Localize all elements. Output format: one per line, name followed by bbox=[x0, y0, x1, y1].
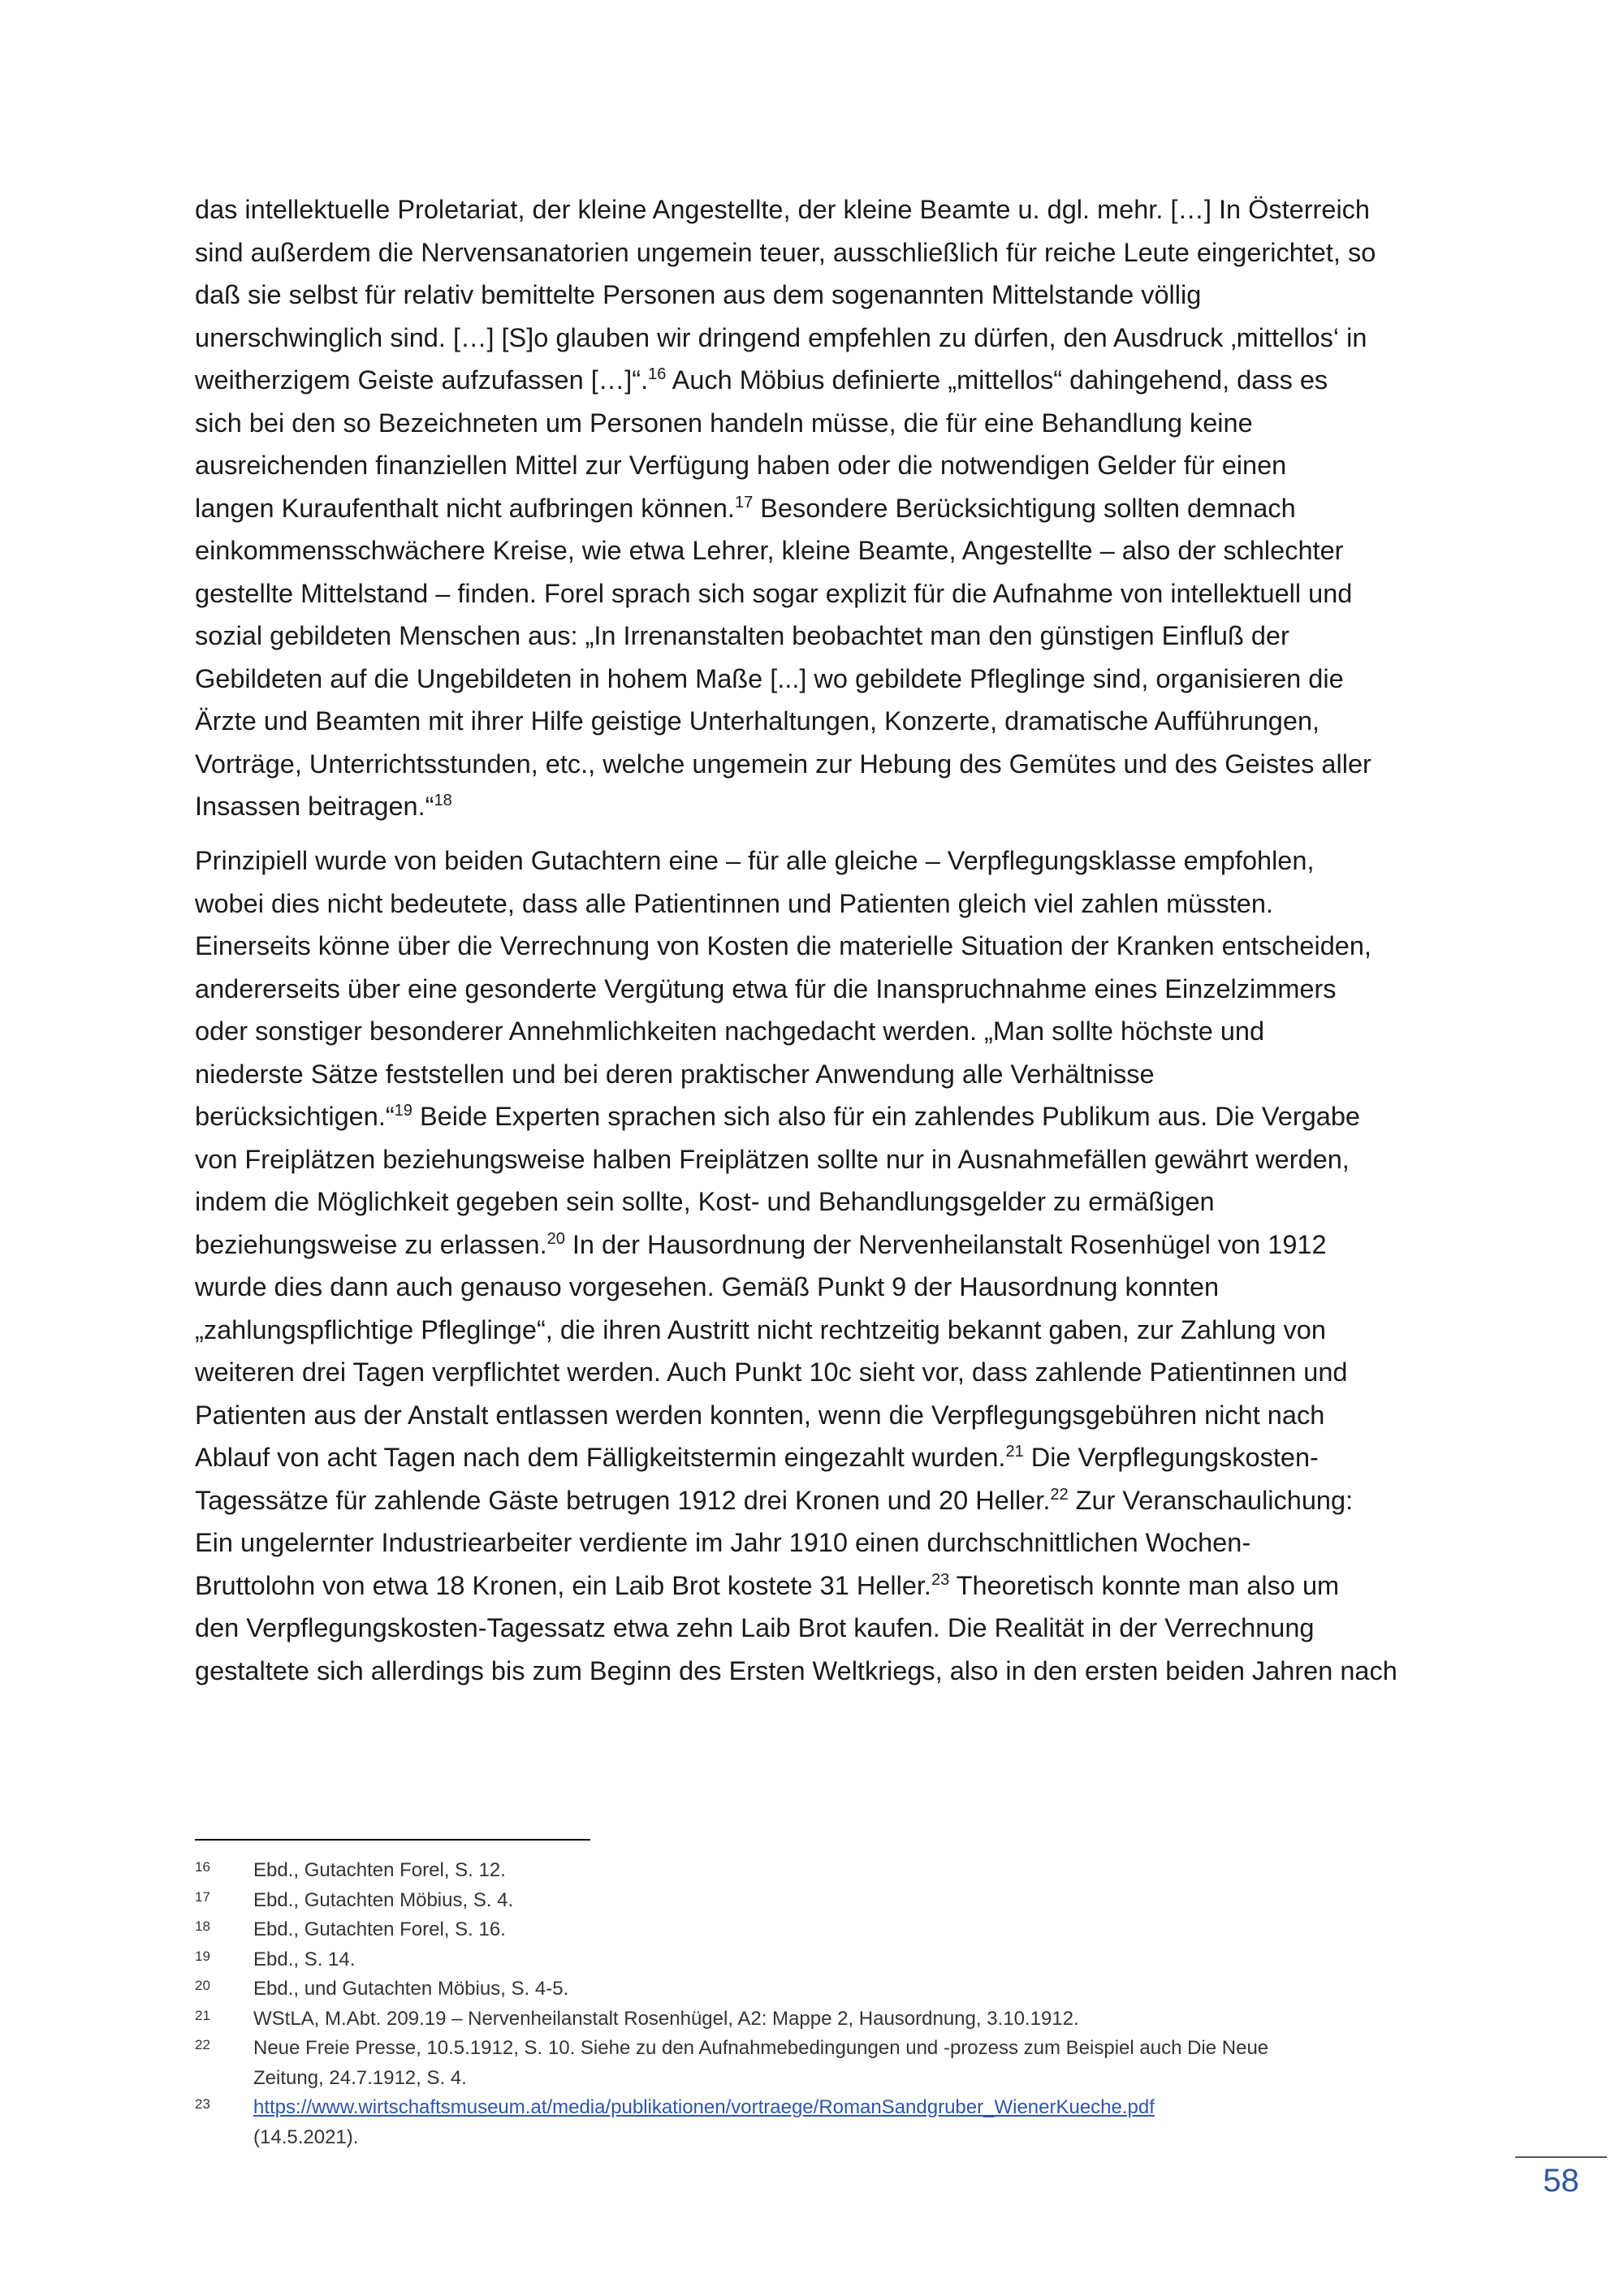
footnote-reference: 17 bbox=[734, 493, 754, 511]
footnote-line: Ebd., S. 14. bbox=[253, 1948, 356, 1970]
footnote-number: 18 bbox=[195, 1918, 210, 1934]
footnote-reference: 18 bbox=[434, 792, 452, 810]
text-run: den Verpflegungskosten-Tagessatz etwa zehn Laib Brot kaufen. Die Realität in der Verrechnung bbox=[195, 1613, 1315, 1642]
footnote-line: Ebd., Gutachten Forel, S. 16. bbox=[253, 1918, 506, 1940]
footnote-22 bbox=[195, 2034, 1445, 2093]
footnote-number: 16 bbox=[195, 1859, 210, 1875]
text-line bbox=[195, 925, 1445, 968]
footnote-number: 23 bbox=[195, 2096, 210, 2112]
footnote-separator bbox=[195, 1839, 590, 1841]
footnote-number: 20 bbox=[195, 1978, 210, 1993]
footnote-reference: 22 bbox=[1050, 1485, 1069, 1504]
footnote-text bbox=[253, 1945, 1445, 1975]
text-run: gestaltete sich allerdings bis zum Beginn des Ersten Weltkriegs, also in den ersten beiden Jahren nach bbox=[195, 1655, 1397, 1685]
text-line bbox=[195, 1394, 1445, 1437]
text-line bbox=[195, 1095, 1445, 1138]
text-line bbox=[195, 317, 1445, 360]
text-line bbox=[195, 839, 1445, 883]
text-run: andererseits über eine gesonderte Vergütung etwa für die Inanspruchnahme eines Einzelzimmers bbox=[195, 973, 1337, 1003]
footnote-number: 17 bbox=[195, 1888, 210, 1905]
footnote-text bbox=[253, 1915, 1445, 1945]
text-line bbox=[195, 1180, 1445, 1224]
text-run: In der Hausordnung der Nervenheilanstalt Rosenhügel von 1912 bbox=[564, 1229, 1327, 1259]
text-line bbox=[195, 658, 1445, 701]
text-run: daß sie selbst für relativ bemittelte Personen aus dem sogenannten Mittelstande völlig bbox=[195, 280, 1202, 309]
text-line bbox=[195, 274, 1445, 317]
text-line bbox=[195, 1138, 1445, 1181]
text-run: das intellektuelle Proletariat, der kleine Angestellte, der kleine Beamte u. dgl. mehr. […] In Österreich bbox=[195, 195, 1370, 224]
footnote-number: 19 bbox=[195, 1948, 210, 1964]
footnote-23 bbox=[195, 2093, 1445, 2152]
text-run: Bruttolohn von etwa 18 Kronen, ein Laib Brot kostete 31 Heller. bbox=[195, 1570, 931, 1600]
body-paragraph-2 bbox=[195, 839, 1445, 1692]
text-run: beziehungsweise zu erlassen. bbox=[195, 1229, 547, 1259]
footnote-line: Ebd., Gutachten Forel, S. 12. bbox=[253, 1859, 506, 1881]
footnote-text bbox=[253, 2034, 1445, 2093]
text-run: Vorträge, Unterrichtsstunden, etc., welche ungemein zur Hebung des Gemütes und des Geistes aller bbox=[195, 749, 1371, 779]
text-run: einkommensschwächere Kreise, wie etwa Lehrer, kleine Beamte, Angestellte – also der schlechter bbox=[195, 536, 1344, 565]
text-line bbox=[195, 1309, 1445, 1352]
text-run: Ärzte und Beamten mit ihrer Hilfe geistige Unterhaltungen, Konzerte, dramatische Aufführungen, bbox=[195, 706, 1320, 736]
text-run: langen Kuraufenthalt nicht aufbringen können. bbox=[195, 493, 735, 523]
text-run: von Freiplätzen beziehungsweise halben Freiplätzen sollte nur in Ausnahmefällen gewährt werden, bbox=[195, 1144, 1350, 1174]
text-run: sind außerdem die Nervensanatorien ungemein teuer, ausschließlich für reiche Leute eingerichtet, so bbox=[195, 237, 1376, 267]
text-run: Patienten aus der Anstalt entlassen werden konnten, wenn die Verpflegungsgebühren nicht nach bbox=[195, 1400, 1325, 1430]
footnote-text bbox=[253, 2093, 1445, 2152]
footnote-number: 21 bbox=[195, 2007, 210, 2023]
text-line bbox=[195, 1053, 1445, 1096]
text-run: weitherzigem Geiste aufzufassen […]“. bbox=[195, 365, 649, 395]
footnote-line: Ebd., und Gutachten Möbius, S. 4-5. bbox=[253, 1978, 569, 2000]
text-line bbox=[195, 1266, 1445, 1309]
text-line bbox=[195, 1224, 1445, 1267]
text-run: indem die Möglichkeit gegeben sein sollte, Kost- und Behandlungsgelder zu ermäßigen bbox=[195, 1187, 1215, 1216]
footnote-reference: 16 bbox=[648, 365, 667, 384]
footnotes bbox=[195, 1856, 1445, 2152]
text-line bbox=[195, 1607, 1445, 1650]
text-line bbox=[195, 1564, 1445, 1608]
text-line bbox=[195, 743, 1445, 786]
text-line bbox=[195, 1436, 1445, 1479]
text-run: Besondere Berücksichtigung sollten demnach bbox=[753, 493, 1296, 523]
footnote-reference: 23 bbox=[931, 1570, 950, 1589]
text-line bbox=[195, 444, 1445, 487]
footnote-line: Zeitung, 24.7.1912, S. 4. bbox=[253, 2066, 467, 2089]
text-line bbox=[195, 188, 1445, 231]
text-run: Einerseits könne über die Verrechnung von Kosten die materielle Situation der Kranken entscheiden, bbox=[195, 931, 1371, 960]
page-number-rule bbox=[1515, 2156, 1607, 2158]
footnote-20 bbox=[195, 1974, 1445, 2005]
text-run: gestellte Mittelstand – finden. Forel sprach sich sogar explizit für die Aufnahme von intellektuell und bbox=[195, 578, 1353, 608]
text-run: sich bei den so Bezeichneten um Personen handeln müsse, die für eine Behandlung keine bbox=[195, 408, 1253, 438]
footnote-line: (14.5.2021). bbox=[253, 2126, 359, 2148]
text-line bbox=[195, 1479, 1445, 1522]
text-line bbox=[195, 700, 1445, 743]
text-line bbox=[195, 883, 1445, 926]
text-line bbox=[195, 1351, 1445, 1394]
footnote-17 bbox=[195, 1886, 1445, 1916]
text-run: Ablauf von acht Tagen nach dem Fälligkeitstermin eingezahlt wurden. bbox=[195, 1443, 1006, 1472]
text-line bbox=[195, 402, 1445, 445]
text-run: weiteren drei Tagen verpflichtet werden. Auch Punkt 10c sieht vor, dass zahlende Patientinnen und bbox=[195, 1357, 1348, 1387]
text-line bbox=[195, 231, 1445, 274]
text-run: Zur Veranschaulichung: bbox=[1068, 1485, 1354, 1515]
text-line bbox=[195, 1650, 1445, 1693]
footnote-reference: 21 bbox=[1005, 1443, 1024, 1461]
text-run: Tagessätze für zahlende Gäste betrugen 1912 drei Kronen und 20 Heller. bbox=[195, 1485, 1051, 1515]
footnote-18 bbox=[195, 1915, 1445, 1945]
text-line bbox=[195, 615, 1445, 658]
text-run: Auch Möbius definierte „mittellos“ dahingehend, dass es bbox=[666, 365, 1328, 395]
footnote-text bbox=[253, 1886, 1445, 1916]
text-run: Theoretisch konnte man also um bbox=[949, 1570, 1340, 1600]
text-line bbox=[195, 529, 1445, 572]
footnote-reference: 19 bbox=[394, 1102, 412, 1120]
footnote-line: Neue Freie Presse, 10.5.1912, S. 10. Siehe zu den Aufnahmebedingungen und -prozess zum Beispiel auch Die Neue bbox=[253, 2037, 1269, 2059]
text-run: Prinzipiell wurde von beiden Gutachtern eine – für alle gleiche – Verpflegungsklasse empfohlen, bbox=[195, 846, 1315, 875]
text-run: berücksichtigen.“ bbox=[195, 1102, 395, 1131]
text-line bbox=[195, 572, 1445, 615]
text-run: Beide Experten sprachen sich also für ein zahlendes Publikum aus. Die Vergabe bbox=[412, 1102, 1361, 1131]
text-run: Ein ungelernter Industriearbeiter verdiente im Jahr 1910 einen durchschnittlichen Wochen- bbox=[195, 1528, 1251, 1557]
text-run: „zahlungspflichtige Pfleglinge“, die ihren Austritt nicht rechtzeitig bekannt gaben, zur Zahlung von bbox=[195, 1314, 1326, 1344]
text-run: wobei dies nicht bedeutete, dass alle Patientinnen und Patienten gleich viel zahlen müssten. bbox=[195, 888, 1273, 918]
text-line bbox=[195, 968, 1445, 1011]
text-line bbox=[195, 1010, 1445, 1053]
footnote-21 bbox=[195, 2005, 1445, 2035]
body-paragraph-1 bbox=[195, 188, 1445, 828]
text-line bbox=[195, 1521, 1445, 1564]
text-line bbox=[195, 785, 1445, 828]
text-run: Insassen beitragen.“ bbox=[195, 792, 434, 821]
text-line bbox=[195, 487, 1445, 530]
footnote-reference: 20 bbox=[546, 1229, 565, 1248]
footnote-number: 22 bbox=[195, 2037, 210, 2052]
footnote-text bbox=[253, 1856, 1445, 1886]
footnote-link[interactable]: https://www.wirtschaftsmuseum.at/media/publikationen/vortraege/RomanSandgruber_WienerKueche.pdf bbox=[253, 2096, 1155, 2118]
text-run: ausreichenden finanziellen Mittel zur Verfügung haben oder die notwendigen Gelder für einen bbox=[195, 451, 1287, 480]
footnote-19 bbox=[195, 1945, 1445, 1975]
footnote-text bbox=[253, 2005, 1445, 2035]
footnote-line: Ebd., Gutachten Möbius, S. 4. bbox=[253, 1888, 514, 1911]
footnote-line: WStLA, M.Abt. 209.19 – Nervenheilanstalt Rosenhügel, A2: Mappe 2, Hausordnung, 3.10.1912. bbox=[253, 2007, 1079, 2030]
text-run: unerschwinglich sind. […] [S]o glauben wir dringend empfehlen zu dürfen, den Ausdruck ‚mittellos‘ in bbox=[195, 322, 1367, 352]
text-run: Die Verpflegungskosten- bbox=[1023, 1443, 1319, 1472]
footnote-16 bbox=[195, 1856, 1445, 1886]
text-line bbox=[195, 359, 1445, 402]
text-run: wurde dies dann auch genauso vorgesehen. Gemäß Punkt 9 der Hausordnung konnten bbox=[195, 1272, 1220, 1301]
text-run: Gebildeten auf die Ungebildeten in hohem Maße [...] wo gebildete Pfleglinge sind, organisieren die bbox=[195, 663, 1344, 693]
text-run: sozial gebildeten Menschen aus: „In Irrenanstalten beobachtet man den günstigen Einfluß der bbox=[195, 621, 1289, 650]
text-run: niederste Sätze feststellen und bei deren praktischer Anwendung alle Verhältnisse bbox=[195, 1059, 1155, 1089]
page-number: 58 bbox=[1543, 2163, 1579, 2199]
footnote-text bbox=[253, 1974, 1445, 2005]
text-run: oder sonstiger besonderer Annehmlichkeiten nachgedacht werden. „Man sollte höchste und bbox=[195, 1016, 1265, 1046]
